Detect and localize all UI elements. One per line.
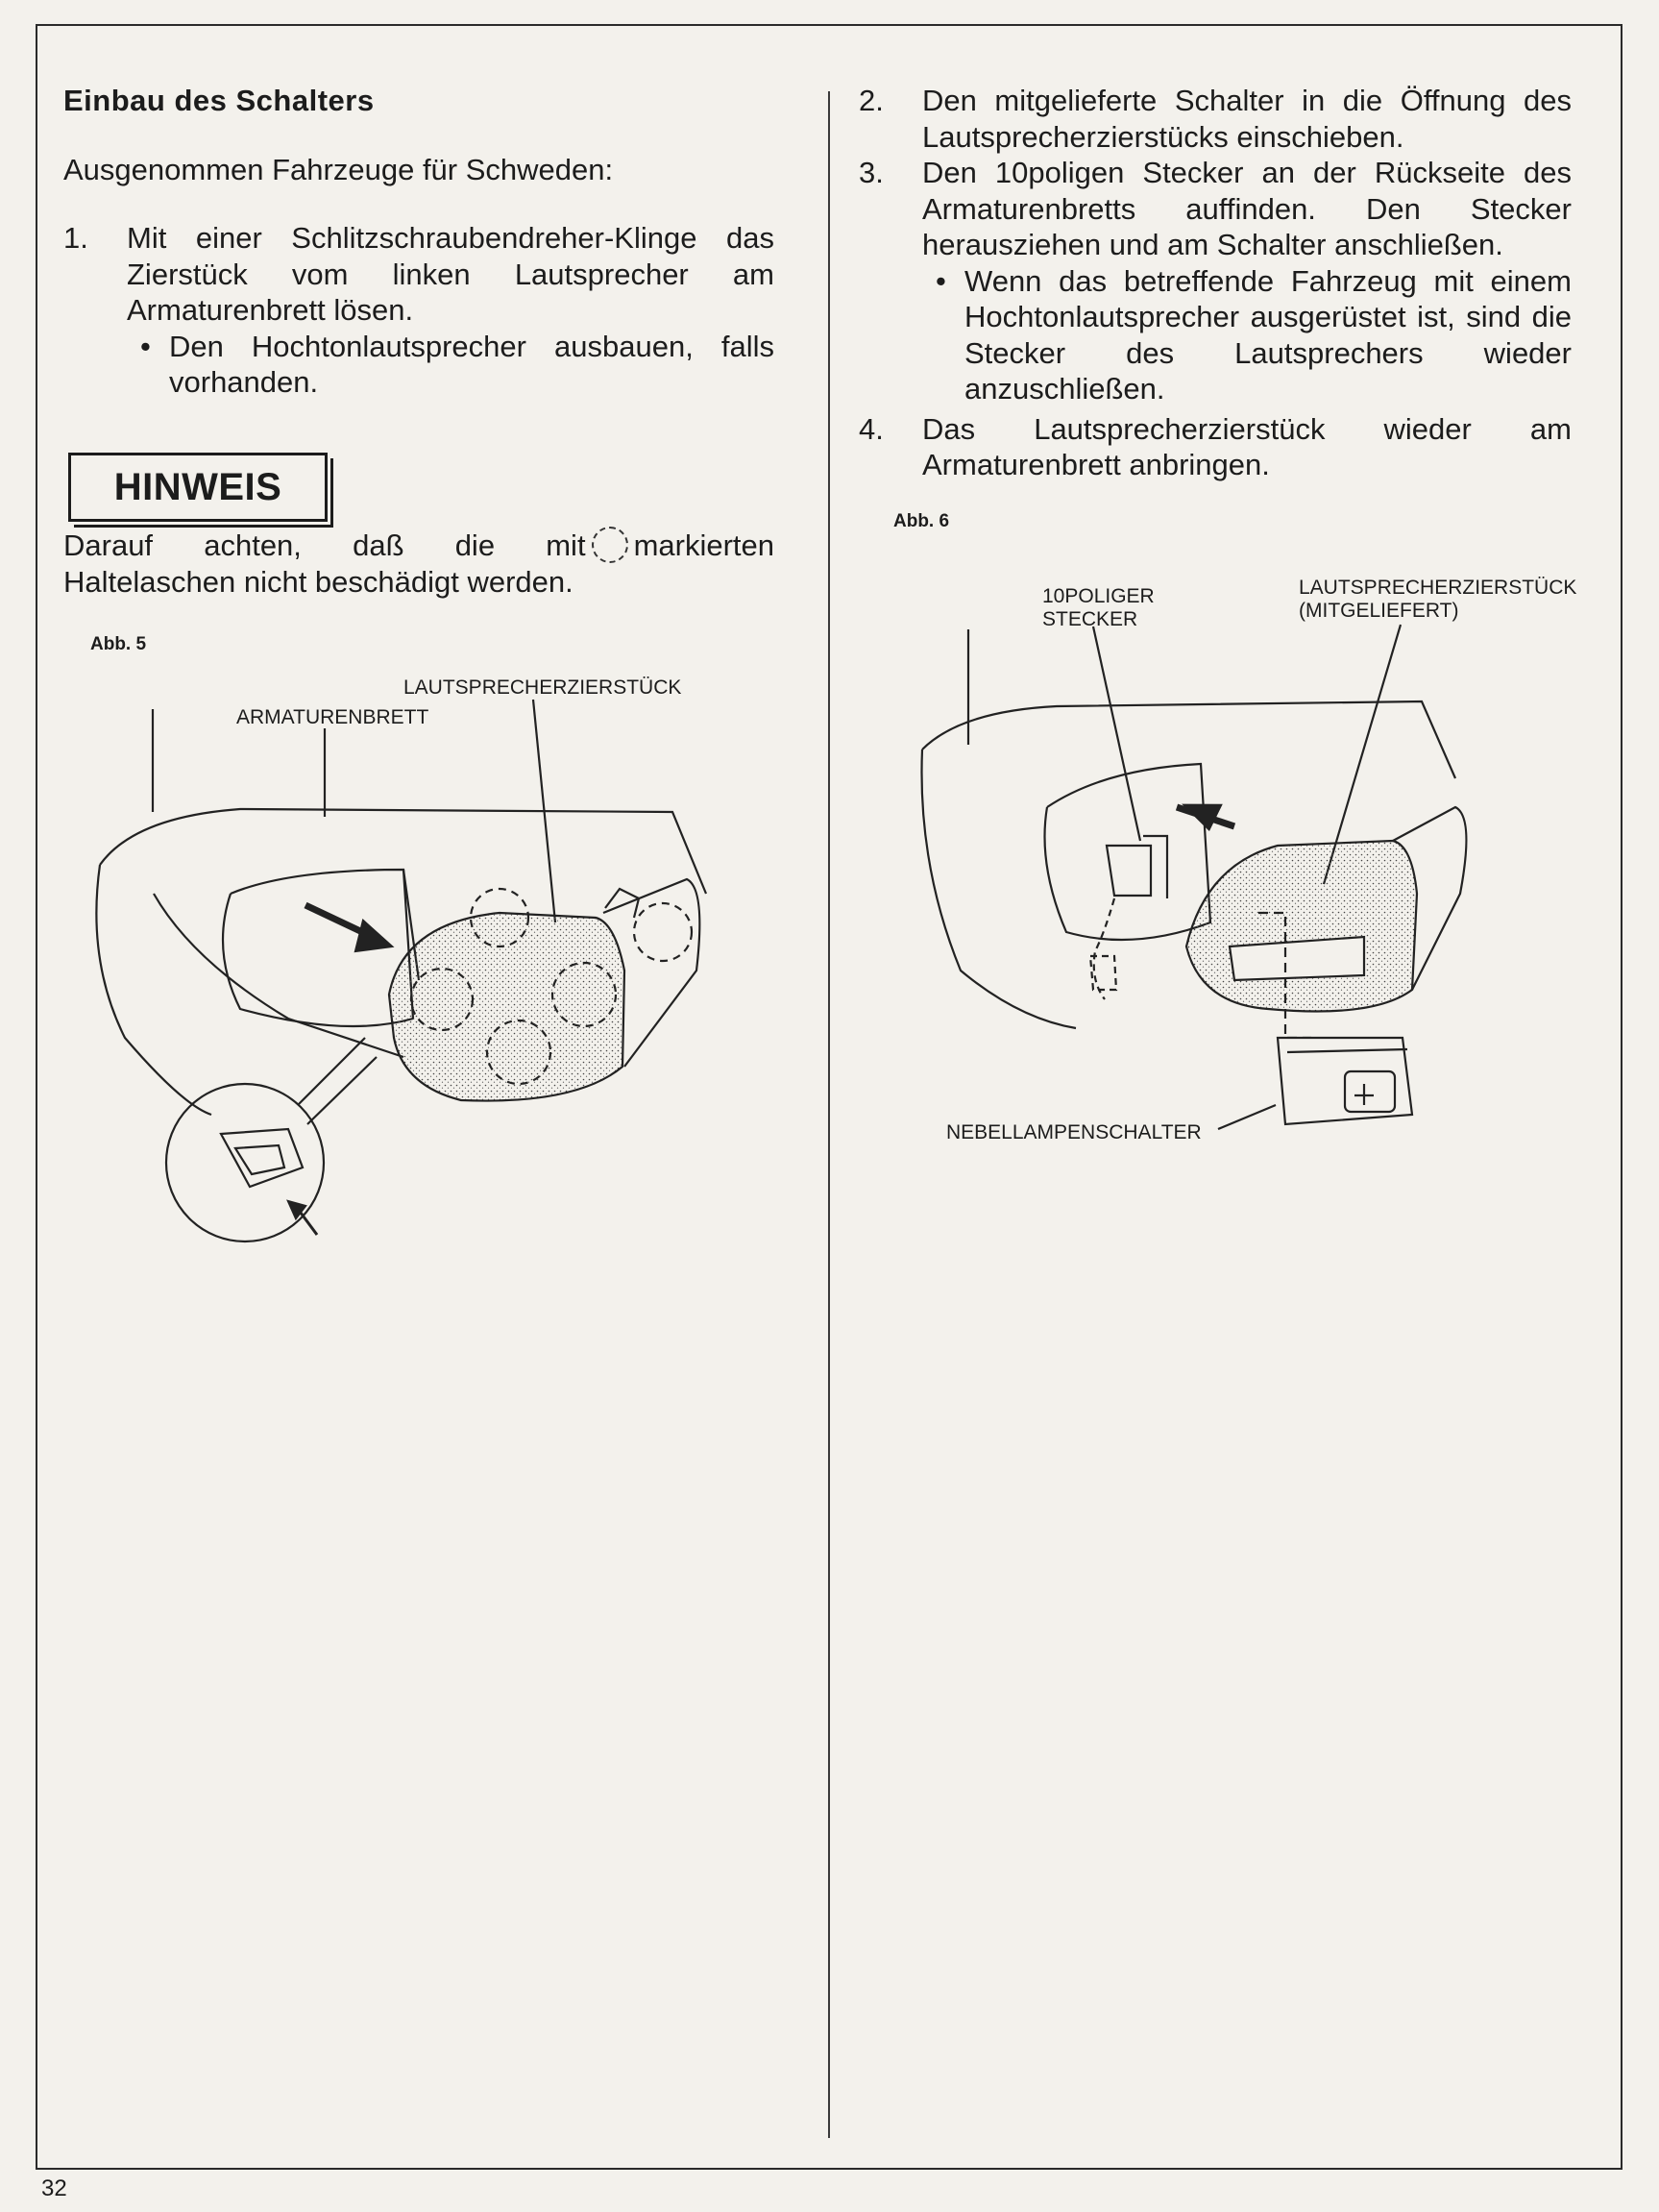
figure-6-drawing (922, 625, 1467, 1129)
callout-speaker-trim: LAUTSPRECHERZIERSTÜCK (403, 676, 682, 699)
step-number: 3. (859, 156, 884, 189)
page-number: 32 (41, 2175, 67, 2201)
figure-5-drawing (96, 700, 706, 1241)
section-heading: Einbau des Schalters (63, 84, 375, 117)
callout-connector-line1: 10POLIGER (1042, 585, 1155, 607)
callout-trim-line2: (MITGELIEFERT) (1299, 600, 1459, 622)
bullet-item: • Wenn das betreffende Fahrzeug mit einem Hochtonlautsprecher ausgerüstet ist, sind die Stecker des Lautsprechers wieder anzuschließen. (922, 263, 1572, 407)
intro-text: Ausgenommen Fahrzeuge für Schweden: (63, 152, 614, 186)
figure-6-label: Abb. 6 (893, 511, 950, 531)
step-text: Mit einer Schlitzschraubendreher-Klinge das Zierstück vom linken Lautsprecher am Armaturenbrett lösen. (127, 221, 774, 327)
step-number: 1. (63, 221, 88, 255)
callout-fog-switch: NEBELLAMPENSCHALTER (946, 1121, 1202, 1143)
hinweis-box: HINWEIS (68, 453, 328, 522)
callout-dashboard: ARMATURENBRETT (236, 706, 429, 728)
step-text: Den mitgelieferte Schalter in die Öffnung des Lautsprecherzierstücks einschieben. (922, 84, 1572, 154)
callout-trim-line1: LAUTSPRECHERZIERSTÜCK (1299, 577, 1577, 599)
step-text: Das Lautsprecherzierstück wieder am Armaturenbrett anbringen. (922, 411, 1572, 481)
figure-5-label: Abb. 5 (90, 634, 147, 654)
step-number: 4. (859, 411, 884, 446)
step-number: 2. (859, 84, 884, 117)
note-text-after: markierten Haltelaschen nicht beschädigt werden. (63, 528, 774, 599)
bullet-item: • Den Hochtonlautsprecher ausbauen, falls vorhanden. (127, 329, 774, 401)
callout-connector-line2: STECKER (1042, 608, 1138, 630)
note-text-before: Darauf achten, daß die mit (63, 528, 586, 562)
step-text: Den 10poligen Stecker an der Rückseite des Armaturenbretts auffinden. Den Stecker herausziehen und am Schalter anschließen. (922, 156, 1572, 261)
